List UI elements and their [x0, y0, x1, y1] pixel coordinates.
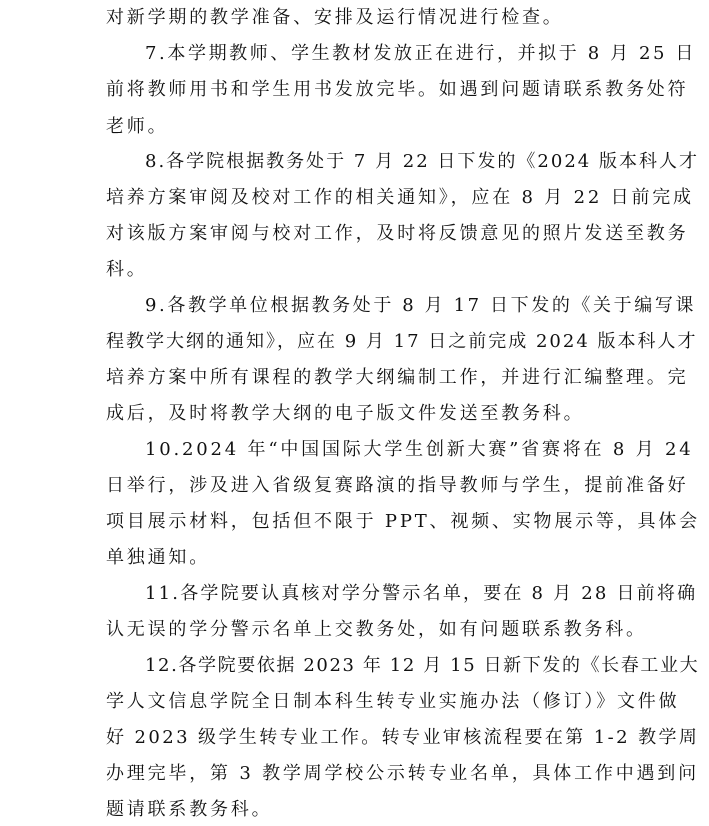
text-line: 老师。	[106, 116, 169, 137]
text-line: 学人文信息学院全日制本科生转专业实施办法（修订）》文件做	[106, 691, 680, 712]
text-line: 8.各学院根据教务处于 7 月 22 日下发的《2024 版本科人才	[145, 151, 699, 172]
text-line: 题请联系教务科。	[106, 799, 273, 820]
text-line: 对新学期的教学准备、安排及运行情况进行检查。	[106, 7, 564, 28]
text-line: 培养方案中所有课程的教学大纲编制工作，并进行汇编整理。完	[106, 367, 689, 388]
text-line: 单独通知。	[106, 547, 210, 568]
text-line: 7.本学期教师、学生教材发放正在进行，并拟于 8 月 25 日	[145, 43, 697, 64]
text-line: 科。	[106, 259, 148, 280]
text-line: 对该版方案审阅与校对工作，及时将反馈意见的照片发送至教务	[106, 223, 689, 244]
text-line: 项目展示材料，包括但不限于 PPT、视频、实物展示等，具体会	[106, 511, 700, 532]
text-line: 认无误的学分警示名单上交教务处，如有问题联系教务科。	[106, 619, 647, 640]
text-line: 好 2023 级学生转专业工作。转专业审核流程要在第 1-2 教学周	[106, 727, 700, 748]
text-line: 12.各学院要依据 2023 年 12 月 15 日新下发的《长春工业大	[145, 655, 700, 676]
text-line: 10.2024 年“中国国际大学生创新大赛”省赛将在 8 月 24	[145, 439, 694, 460]
text-line: 培养方案审阅及校对工作的相关通知》，应在 8 月 22 日前完成	[106, 187, 694, 208]
text-line: 日举行，涉及进入省级复赛路演的指导教师与学生，提前准备好	[106, 475, 689, 496]
text-line: 办理完毕，第 3 教学周学校公示转专业名单，具体工作中遇到问	[106, 763, 699, 784]
text-line: 成后，及时将教学大纲的电子版文件发送至教务科。	[106, 403, 585, 424]
text-line: 9.各教学单位根据教务处于 8 月 17 日下发的《关于编写课	[145, 295, 697, 316]
text-line: 前将教师用书和学生用书发放完毕。如遇到问题请联系教务处符	[106, 79, 689, 100]
text-line: 程教学大纲的通知》，应在 9 月 17 日之前完成 2024 版本科人才	[106, 331, 698, 352]
text-line: 11.各学院要认真核对学分警示名单，要在 8 月 28 日前将确	[145, 583, 698, 604]
